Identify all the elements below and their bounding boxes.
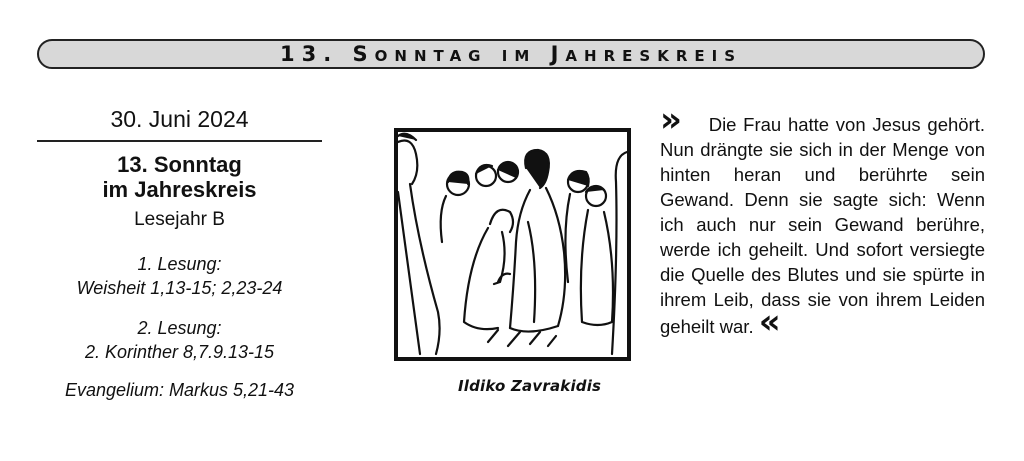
reading-1-label: 1. Lesung:	[137, 254, 222, 274]
reading-1	[37, 252, 322, 300]
banner-title: 13. Sonntag im Jahreskreis	[280, 42, 742, 66]
gospel: Evangelium: Markus 5,21-43	[64, 380, 295, 400]
reading-2-label: 2. Lesung:	[137, 318, 222, 338]
quote-close-mark: «	[758, 302, 781, 342]
title-banner	[37, 39, 985, 69]
lesejahr: Lesejahr B	[134, 209, 225, 230]
quote-open-mark: »	[660, 100, 682, 140]
date: 30. Juni 2024	[110, 106, 249, 132]
reading-2	[37, 316, 322, 364]
reading-1-ref: Weisheit 1,13-15; 2,23-24	[76, 278, 283, 298]
liturgy-info	[37, 104, 322, 402]
reading-2-ref: 2. Korinther 8,7.9.13-15	[84, 342, 275, 362]
illustration-credit: Ildiko Zavrakidis	[458, 377, 602, 395]
feast-line-2: im Jahreskreis	[102, 177, 257, 202]
illustration	[394, 128, 631, 361]
divider	[37, 140, 322, 142]
feast-title	[37, 152, 322, 202]
quote-text: Die Frau hatte von Jesus gehört. Nun drängte sie sich in der Menge von hinten heran und berührte sein Gewand. Denn sie sagte sich: Wenn ich auch nur sein Gewand berühre, werde ich geheilt. Und sofort versiegte die Quelle des Blutes und sie spürte in ihrem Leib, dass sie von ihrem Leiden geheilt war.	[660, 114, 986, 337]
feast-line-1: 13. Sonntag	[117, 152, 242, 177]
gospel-quote	[660, 100, 986, 342]
illustration-drawing	[398, 132, 627, 357]
